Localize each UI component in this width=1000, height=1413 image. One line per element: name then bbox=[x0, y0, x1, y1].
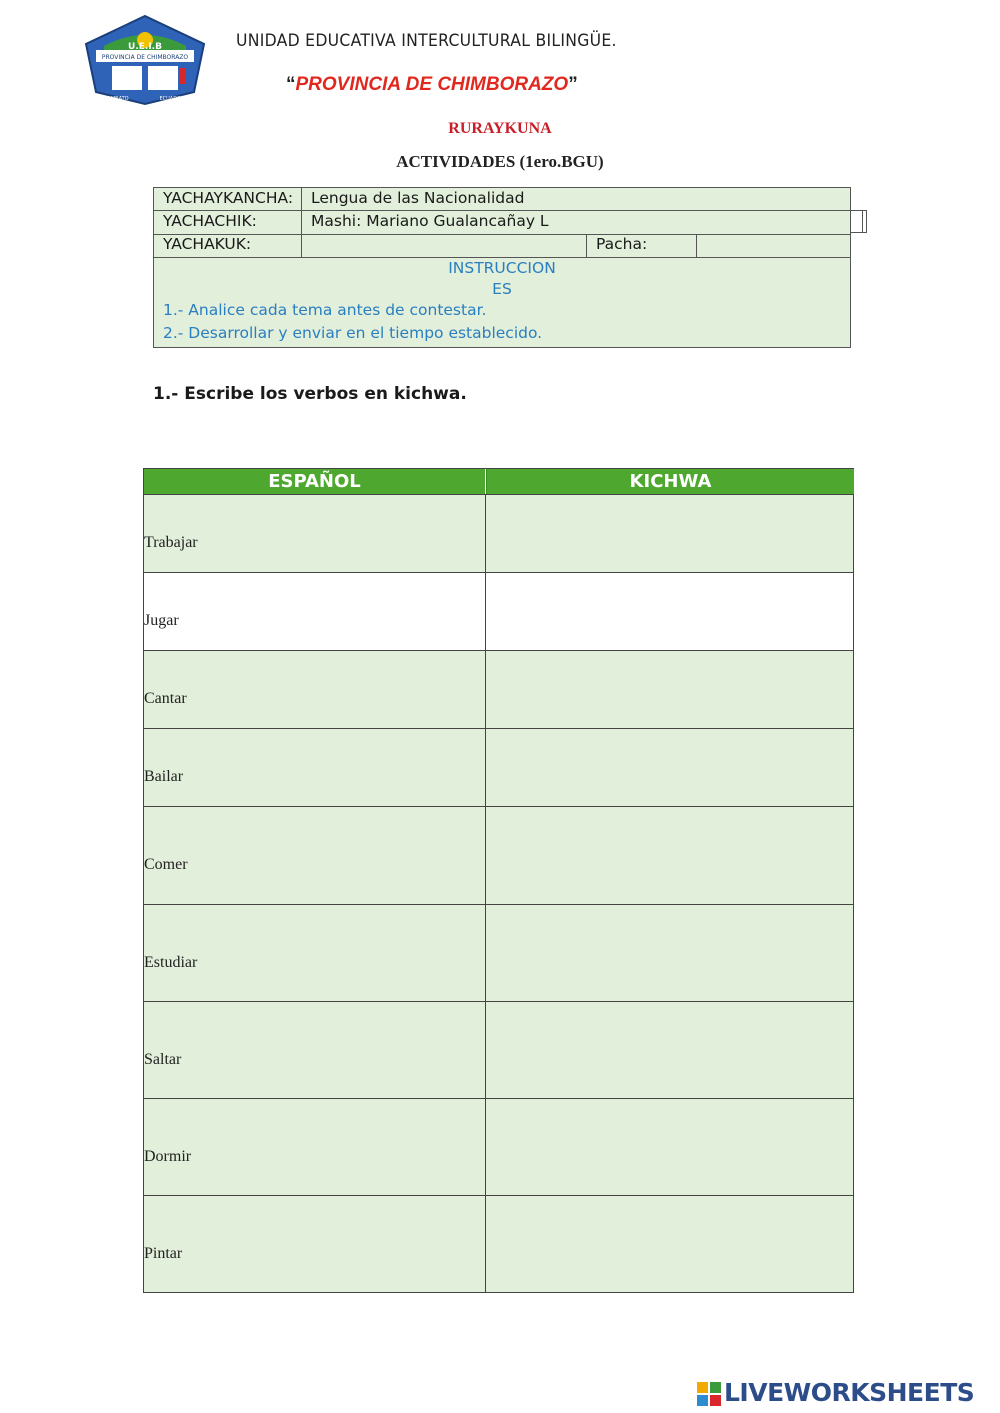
actividades-title: ACTIVIDADES (1ero.BGU) bbox=[396, 152, 604, 171]
table-row bbox=[144, 1098, 853, 1195]
table-row bbox=[144, 806, 853, 904]
verb-spanish: Bailar bbox=[144, 768, 184, 785]
column-divider bbox=[485, 1002, 486, 1098]
kichwa-answer-field[interactable] bbox=[487, 1101, 851, 1193]
exercise-title: 1.- Escribe los verbos en kichwa. bbox=[153, 384, 467, 404]
kichwa-answer-field[interactable] bbox=[487, 809, 851, 902]
cell-overhang bbox=[851, 210, 867, 233]
liveworksheets-logo-icon bbox=[697, 1382, 721, 1406]
kichwa-answer-field[interactable] bbox=[487, 575, 851, 648]
info-table bbox=[153, 187, 851, 348]
yachaykancha-value: Lengua de las Nacionalidad bbox=[311, 189, 525, 207]
column-divider bbox=[485, 573, 486, 650]
close-quote: ” bbox=[568, 74, 578, 95]
column-divider bbox=[485, 1099, 486, 1195]
yachaykancha-label: YACHAYKANCHA: bbox=[163, 189, 294, 207]
pacha-label: Pacha: bbox=[596, 235, 648, 253]
province-title bbox=[286, 74, 578, 96]
instructions-title-line1: INSTRUCCION bbox=[448, 259, 556, 277]
ruraykuna-title: RURAYKUNA bbox=[448, 120, 552, 137]
table-row bbox=[144, 904, 853, 1001]
verb-spanish: Cantar bbox=[144, 690, 187, 707]
yachakuk-label: YACHAKUK: bbox=[163, 235, 252, 253]
kichwa-answer-field[interactable] bbox=[487, 907, 851, 999]
column-header-kichwa: KICHWA bbox=[486, 469, 854, 494]
instruction-1: 1.- Analice cada tema antes de contestar. bbox=[163, 301, 487, 319]
logo-top-text: U.E.I.B bbox=[128, 42, 162, 52]
info-row-divider bbox=[154, 257, 850, 258]
table-row bbox=[144, 572, 853, 650]
kichwa-answer-field[interactable] bbox=[487, 497, 851, 570]
info-row-divider bbox=[154, 234, 850, 235]
kichwa-answer-field[interactable] bbox=[487, 731, 851, 804]
logo-left-text: AMBATO bbox=[107, 96, 129, 102]
verb-spanish: Trabajar bbox=[144, 534, 198, 551]
table-row bbox=[144, 1195, 853, 1292]
logo-right-text: ECUADOR bbox=[159, 96, 185, 102]
verb-spanish: Jugar bbox=[144, 612, 179, 629]
verb-spanish: Comer bbox=[144, 856, 188, 873]
info-row-divider bbox=[154, 210, 850, 211]
instructions-title-line2: ES bbox=[492, 280, 512, 298]
column-divider bbox=[485, 729, 486, 806]
table-row bbox=[144, 650, 853, 728]
column-divider bbox=[485, 1196, 486, 1292]
liveworksheets-text: LIVEWORKSHEETS bbox=[724, 1378, 975, 1407]
yachachik-label: YACHACHIK: bbox=[163, 212, 257, 230]
verb-spanish: Dormir bbox=[144, 1147, 192, 1165]
instruction-2: 2.- Desarrollar y enviar en el tiempo establecido. bbox=[163, 324, 543, 342]
school-logo bbox=[82, 14, 208, 106]
column-divider bbox=[485, 651, 486, 728]
kichwa-answer-field[interactable] bbox=[487, 653, 851, 726]
column-divider bbox=[485, 495, 486, 572]
column-divider bbox=[485, 807, 486, 904]
table-row bbox=[144, 1001, 853, 1098]
province-name: PROVINCIA DE CHIMBORAZO bbox=[295, 74, 569, 95]
verb-spanish: Pintar bbox=[144, 1244, 183, 1262]
table-row bbox=[144, 728, 853, 806]
open-quote: “ bbox=[286, 74, 296, 95]
yachachik-value: Mashi: Mariano Gualancañay L bbox=[311, 212, 549, 230]
info-col-divider bbox=[301, 188, 302, 257]
verbs-table bbox=[143, 468, 854, 1293]
column-header-spanish: ESPAÑOL bbox=[144, 469, 485, 494]
info-col-divider bbox=[696, 234, 697, 257]
kichwa-answer-field[interactable] bbox=[487, 1198, 851, 1290]
cell-overhang-line bbox=[862, 210, 863, 233]
column-divider bbox=[485, 905, 486, 1001]
school-name: UNIDAD EDUCATIVA INTERCULTURAL BILINGÜE. bbox=[236, 31, 617, 51]
info-col-divider bbox=[586, 234, 587, 257]
verb-spanish: Saltar bbox=[144, 1050, 182, 1068]
logo-band-text: PROVINCIA DE CHIMBORAZO bbox=[101, 54, 189, 61]
table-row bbox=[144, 494, 853, 572]
verb-spanish: Estudiar bbox=[144, 953, 198, 971]
kichwa-answer-field[interactable] bbox=[487, 1004, 851, 1096]
